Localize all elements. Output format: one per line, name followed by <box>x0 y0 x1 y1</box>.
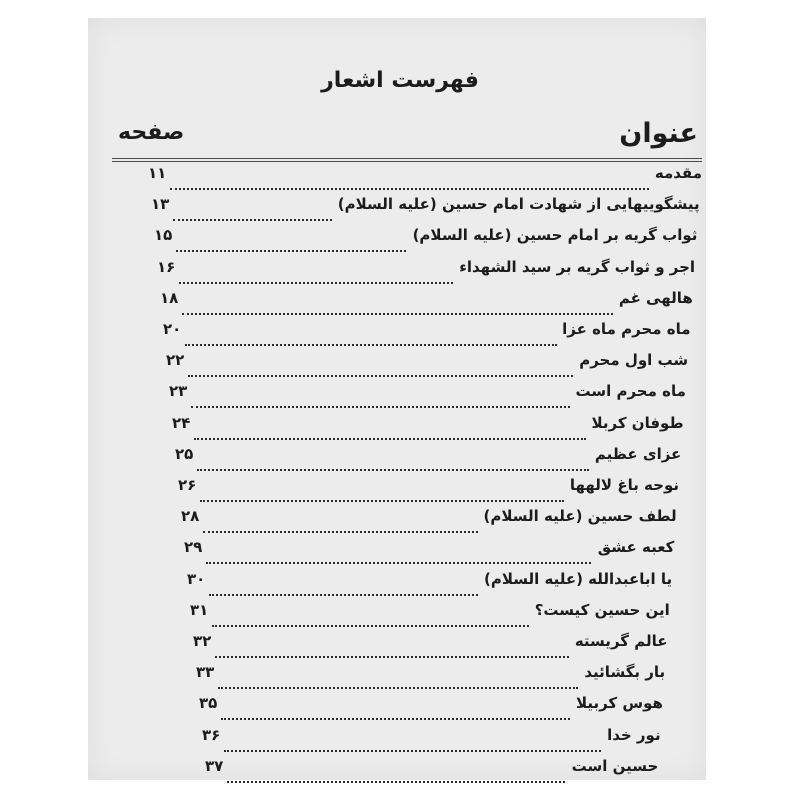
toc-entry-page: ۱۸ <box>160 288 179 307</box>
toc-entry-title: یا اباعبدالله (علیه السلام) <box>484 569 673 588</box>
toc-entry-title: پیشگوییهایی از شهادت امام حسین (علیه السلام) <box>337 195 700 214</box>
toc-entry-page: ۳۳ <box>196 663 215 682</box>
toc-entry <box>202 726 661 756</box>
toc-entry-title: عالم گریسته <box>574 632 668 650</box>
dot-leader <box>209 594 478 596</box>
toc-entry-title: ثواب گریه بر امام حسین (علیه السلام) <box>412 226 698 245</box>
toc-entry-page: ۳۵ <box>199 694 218 713</box>
toc-entry <box>157 258 695 288</box>
toc-entry-page: ۳۶ <box>202 725 221 744</box>
page-column-header: صفحه <box>118 120 185 145</box>
toc-entry <box>181 507 677 537</box>
toc-entry <box>166 351 688 381</box>
toc-entry <box>196 663 665 693</box>
toc-entry-page: ۳۱ <box>190 600 209 619</box>
toc-entry-page: ۳۷ <box>205 756 224 775</box>
dot-leader <box>218 687 578 689</box>
toc-entry-page: ۲۰ <box>163 320 182 338</box>
dot-leader <box>188 375 573 377</box>
toc-entry-title: مقدمه <box>654 164 702 182</box>
toc-entry-page: ۲۹ <box>184 538 203 557</box>
toc-entry-title: کعبه عشق <box>597 538 675 557</box>
dot-leader <box>215 656 569 658</box>
header-rule <box>112 158 702 159</box>
dot-leader <box>182 313 613 315</box>
toc-entry-page: ۳۰ <box>187 569 206 588</box>
toc-entry <box>199 694 663 724</box>
toc-entry <box>190 601 670 631</box>
dot-leader <box>197 469 589 471</box>
dot-leader <box>176 250 406 252</box>
dot-leader <box>170 188 649 190</box>
dot-leader <box>194 438 586 440</box>
toc-entry <box>151 195 700 225</box>
toc-entry-title: اجر و ثواب گریه بر سید الشهداء <box>459 257 696 276</box>
toc-entry-title: نوحه باغ لالهها <box>569 476 679 494</box>
toc-entry-title: شب اول محرم <box>579 351 689 370</box>
toc-entry <box>187 570 672 600</box>
toc-entry <box>178 476 679 506</box>
toc-entry-title: نور خدا <box>607 725 661 744</box>
dot-leader <box>221 718 570 720</box>
dot-leader <box>173 219 332 221</box>
toc-entry-page: ۲۲ <box>166 351 185 370</box>
toc-entry-title: هالهی غم <box>618 288 693 307</box>
toc-entry <box>160 289 693 319</box>
toc-entry-page: ۲۸ <box>181 507 200 526</box>
toc-entry-page: ۲۳ <box>169 382 188 401</box>
toc-entry <box>172 414 684 444</box>
toc-entry-page: ۱۶ <box>157 257 176 276</box>
dot-leader <box>206 562 591 564</box>
toc-entry-page: ۲۶ <box>178 476 197 494</box>
page-title: فهرست اشعار <box>321 68 479 93</box>
toc-entry <box>205 757 658 787</box>
toc-entry-title: بار بگشائید <box>584 663 666 682</box>
dot-leader <box>179 282 453 284</box>
table-of-contents <box>0 164 800 775</box>
toc-entry-title: ماه محرم ماه عزا <box>562 320 691 338</box>
dot-leader <box>227 781 565 783</box>
title-column-header: عنوان <box>619 118 698 149</box>
toc-entry-page: ۱۱ <box>148 164 167 182</box>
toc-entry-title: حسین است <box>571 756 659 775</box>
toc-entry <box>163 320 691 350</box>
toc-entry-title: لطف حسین (علیه السلام) <box>483 507 677 526</box>
toc-entry <box>148 164 702 194</box>
toc-entry-page: ۲۴ <box>172 413 191 432</box>
toc-entry-page: ۲۵ <box>175 444 194 463</box>
toc-entry-page: ۳۲ <box>193 632 212 650</box>
toc-entry-title: طوفان کربلا <box>591 413 684 432</box>
toc-entry-title: عزای عظیم <box>594 444 682 463</box>
dot-leader <box>200 500 564 502</box>
dot-leader <box>212 625 529 627</box>
header-rule-secondary <box>112 161 702 162</box>
dot-leader <box>185 344 557 346</box>
toc-entry <box>154 226 697 256</box>
dot-leader <box>203 531 478 533</box>
toc-entry <box>175 445 681 475</box>
toc-entry <box>184 538 674 568</box>
toc-entry-title: ماه محرم است <box>575 382 686 401</box>
toc-entry-title: هوس کربیلا <box>575 694 663 713</box>
dot-leader <box>191 406 570 408</box>
toc-entry <box>169 382 686 412</box>
dot-leader <box>224 750 601 752</box>
toc-entry-page: ۱۵ <box>154 226 173 245</box>
toc-entry-page: ۱۳ <box>151 195 170 214</box>
toc-entry <box>193 632 668 662</box>
toc-entry-title: این حسین کیست؟ <box>534 600 670 619</box>
